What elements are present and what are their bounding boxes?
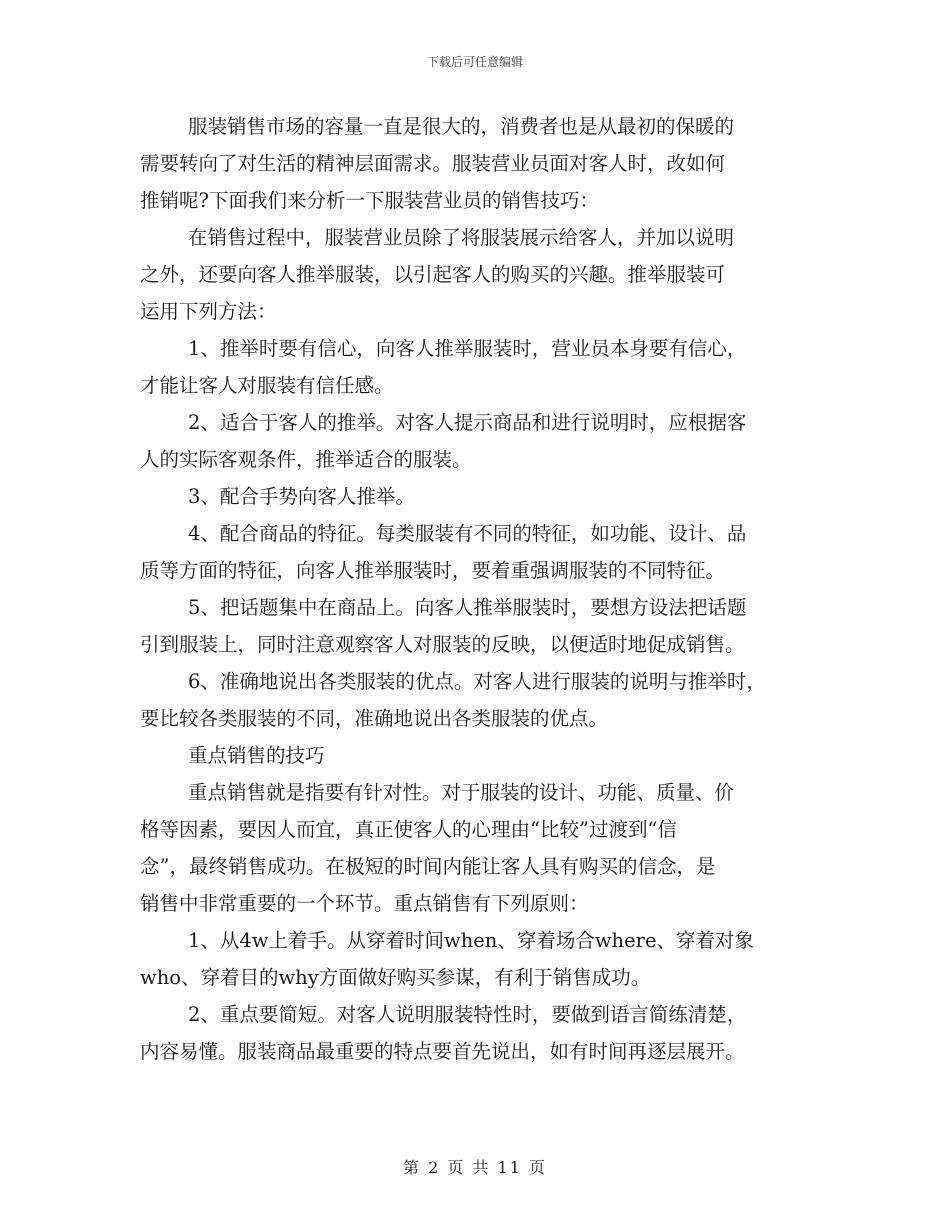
page-footer: 第 2 页 共 11 页 [403, 1158, 547, 1177]
text-line: 1、推举时要有信心，向客人推举服装时，营业员本身要有信心， [188, 337, 747, 360]
text-line: 要比较各类服装的不同，准确地说出各类服装的优点。 [140, 707, 609, 730]
text-line: 推销呢?下面我们来分析一下服装营业员的销售技巧： [140, 189, 599, 212]
text-line: 服装销售市场的容量一直是很大的，消费者也是从最初的保暖的 [188, 115, 735, 138]
list-item [140, 996, 825, 1070]
text-line: 2、重点要简短。对客人说明服装特性时，要做到语言简练清楚， [188, 1003, 747, 1026]
list-item [140, 404, 825, 478]
list-item [140, 663, 825, 737]
list-item [140, 478, 825, 515]
text-line: 5、把话题集中在商品上。向客人推举服装时，要想方设法把话题 [188, 596, 747, 619]
text-line: 需要转向了对生活的精神层面需求。服装营业员面对客人时，改如何 [140, 152, 726, 175]
text-line: 销售中非常重要的一个环节。重点销售有下列原则： [140, 892, 589, 915]
text-line: 2、适合于客人的推举。对客人提示商品和进行说明时，应根据客 [188, 411, 747, 434]
text-line: 质等方面的特征，向客人推举服装时，要着重强调服装的不同特征。 [140, 559, 726, 582]
text-line: 念”，最终销售成功。在极短的时间内能让客人具有购买的信念，是 [140, 855, 716, 878]
document-body [140, 108, 825, 1070]
text-line: 在销售过程中，服装营业员除了将服装展示给客人，并加以说明 [188, 226, 735, 249]
paragraph [140, 219, 825, 330]
list-item [140, 330, 825, 404]
list-item [140, 922, 825, 996]
paragraph [140, 774, 825, 922]
text-line: 格等因素，要因人而宜，真正使客人的心理由“比较”过渡到“信 [140, 818, 677, 841]
text-line: who、穿着目的why方面做好购买参谋，有利于销售成功。 [140, 966, 651, 989]
text-line: 重点销售的技巧 [188, 744, 325, 767]
text-line: 才能让客人对服装有信任感。 [140, 374, 394, 397]
page-header: 下载后可任意编辑 [426, 55, 523, 69]
text-line: 6、准确地说出各类服装的优点。对客人进行服装的说明与推举时， [188, 670, 766, 693]
paragraph [140, 108, 825, 219]
list-item [140, 589, 825, 663]
text-line: 3、配合手势向客人推举。 [188, 485, 415, 508]
list-item [140, 515, 825, 589]
text-line: 重点销售就是指要有针对性。对于服装的设计、功能、质量、价 [188, 781, 735, 804]
text-line: 内容易懂。服装商品最重要的特点要首先说出，如有时间再逐层展开。 [140, 1040, 745, 1063]
text-line: 人的实际客观条件，推举适合的服装。 [140, 448, 472, 471]
text-line: 1、从4w上着手。从穿着时间when、穿着场合where、穿着对象 [188, 929, 755, 952]
text-line: 之外，还要向客人推举服装，以引起客人的购买的兴趣。推举服装可 [140, 263, 726, 286]
section-heading [140, 737, 825, 774]
text-line: 运用下列方法： [140, 300, 277, 323]
text-line: 4、配合商品的特征。每类服装有不同的特征，如功能、设计、品 [188, 522, 747, 545]
text-line: 引到服装上，同时注意观察客人对服装的反映，以便适时地促成销售。 [140, 633, 745, 656]
